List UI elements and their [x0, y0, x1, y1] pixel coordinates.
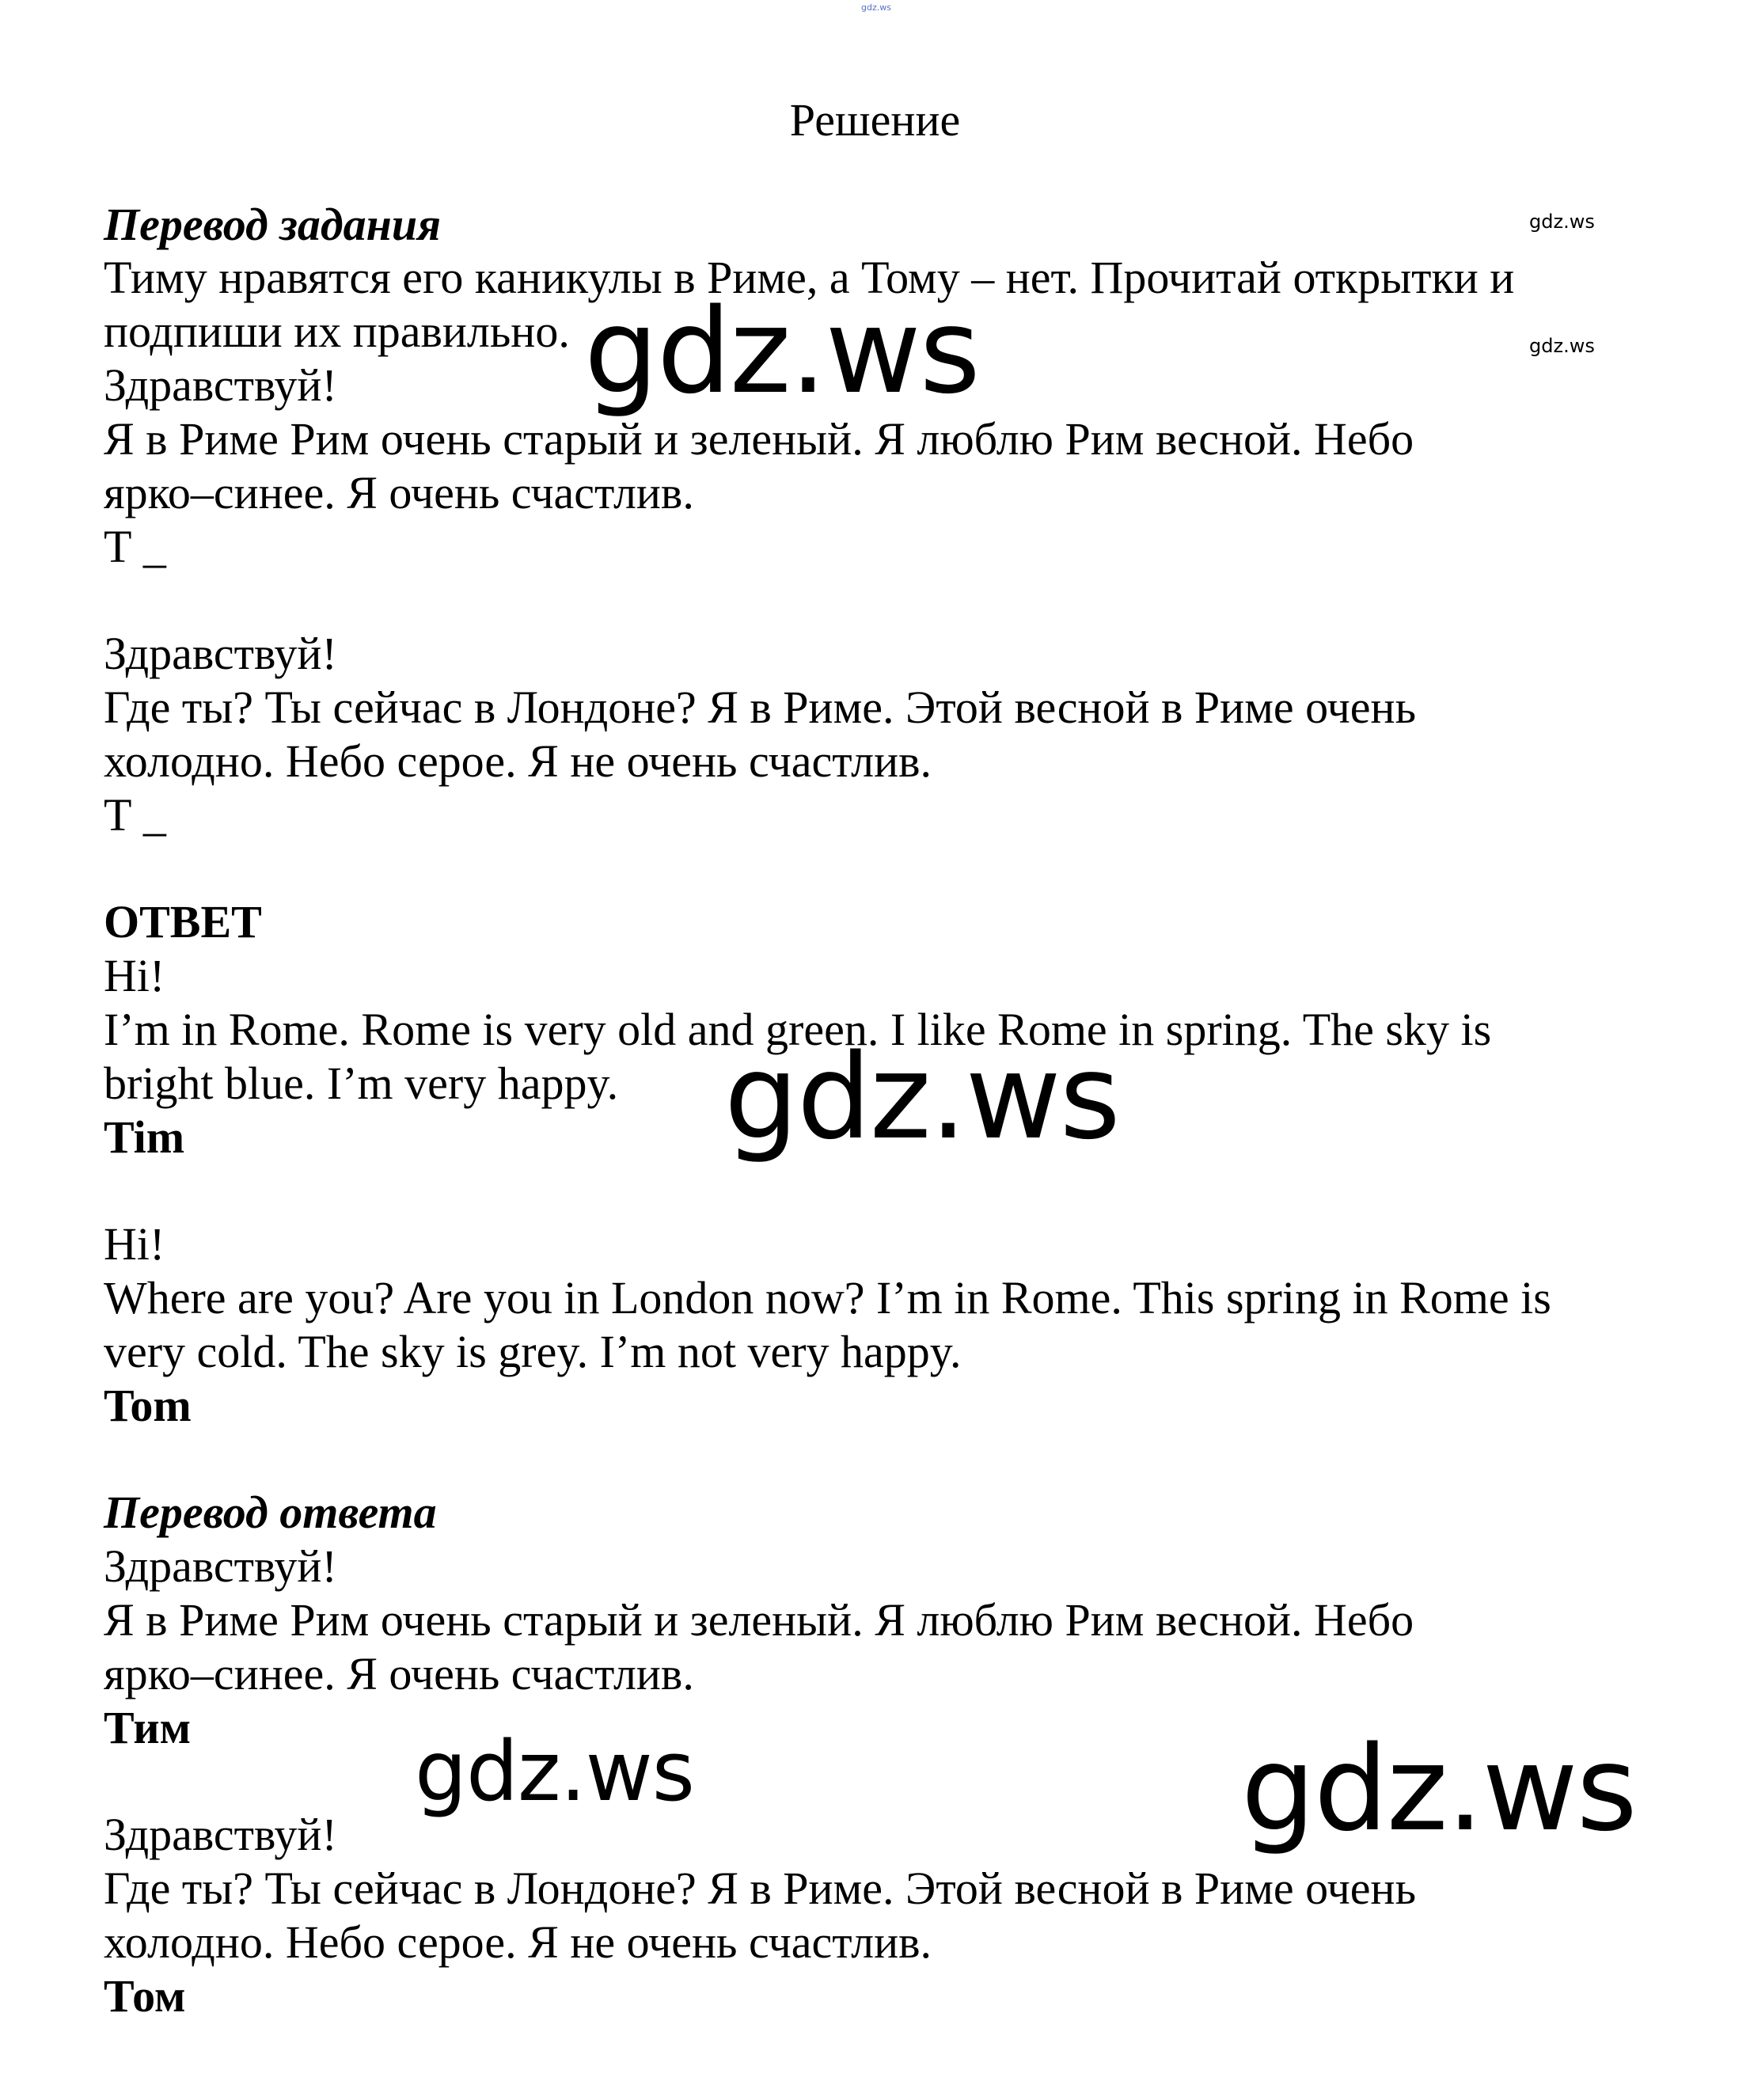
- watermark-large: gdz.ws: [724, 1029, 1119, 1165]
- task-line: Здравствуй!: [104, 359, 337, 411]
- watermark-large: gdz.ws: [584, 283, 979, 420]
- answer-line: bright blue. I’m very happy.: [104, 1058, 619, 1109]
- watermark-small: gdz.ws: [1529, 211, 1595, 233]
- task-line: Тиму нравятся его каникулы в Риме, а Тому – нет. Прочитай открытки и: [104, 252, 1515, 303]
- answer-line: very cold. The sky is grey. I’m not very happy.: [104, 1326, 962, 1377]
- translation-line: Где ты? Ты сейчас в Лондоне? Я в Риме. Этой весной в Риме очень: [104, 1863, 1417, 1914]
- answer-signature: Tim: [104, 1111, 185, 1163]
- task-line: Здравствуй!: [104, 628, 337, 679]
- answer-signature: Tom: [104, 1380, 192, 1431]
- task-line: Я в Риме Рим очень старый и зеленый. Я люблю Рим весной. Небо: [104, 413, 1414, 465]
- task-line: Т _: [104, 521, 166, 572]
- task-translation-heading: Перевод задания: [104, 199, 441, 250]
- translation-line: холодно. Небо серое. Я не очень счастлив.: [104, 1916, 932, 1968]
- translation-line: Здравствуй!: [104, 1809, 337, 1860]
- top-watermark: gdz.ws: [861, 2, 891, 13]
- translation-signature: Том: [104, 1970, 186, 2022]
- answer-line: Where are you? Are you in London now? I’m in Rome. This spring in Rome is: [104, 1272, 1551, 1323]
- watermark-small: gdz.ws: [1529, 335, 1595, 357]
- translation-line: Здравствуй!: [104, 1540, 337, 1592]
- task-line: холодно. Небо серое. Я не очень счастлив.: [104, 735, 932, 787]
- answer-line: I’m in Rome. Rome is very old and green. I like Rome in spring. The sky is: [104, 1004, 1492, 1055]
- translation-line: ярко–синее. Я очень счастлив.: [104, 1648, 694, 1699]
- answer-line: Hi!: [104, 1218, 165, 1270]
- answer-translation-heading: Перевод ответа: [104, 1487, 437, 1538]
- watermark-large: gdz.ws: [1241, 1721, 1636, 1857]
- task-line: подпиши их правильно.: [104, 306, 570, 357]
- answer-heading: ОТВЕТ: [104, 896, 262, 947]
- translation-signature: Тим: [104, 1702, 192, 1753]
- answer-line: Hi!: [104, 950, 165, 1001]
- watermark-medium: gdz.ws: [415, 1723, 694, 1820]
- translation-line: Я в Риме Рим очень старый и зеленый. Я люблю Рим весной. Небо: [104, 1594, 1414, 1646]
- task-line: Где ты? Ты сейчас в Лондоне? Я в Риме. Этой весной в Риме очень: [104, 682, 1417, 733]
- page-title: Решение: [789, 94, 961, 146]
- task-line: Т _: [104, 789, 166, 841]
- task-line: ярко–синее. Я очень счастлив.: [104, 467, 694, 518]
